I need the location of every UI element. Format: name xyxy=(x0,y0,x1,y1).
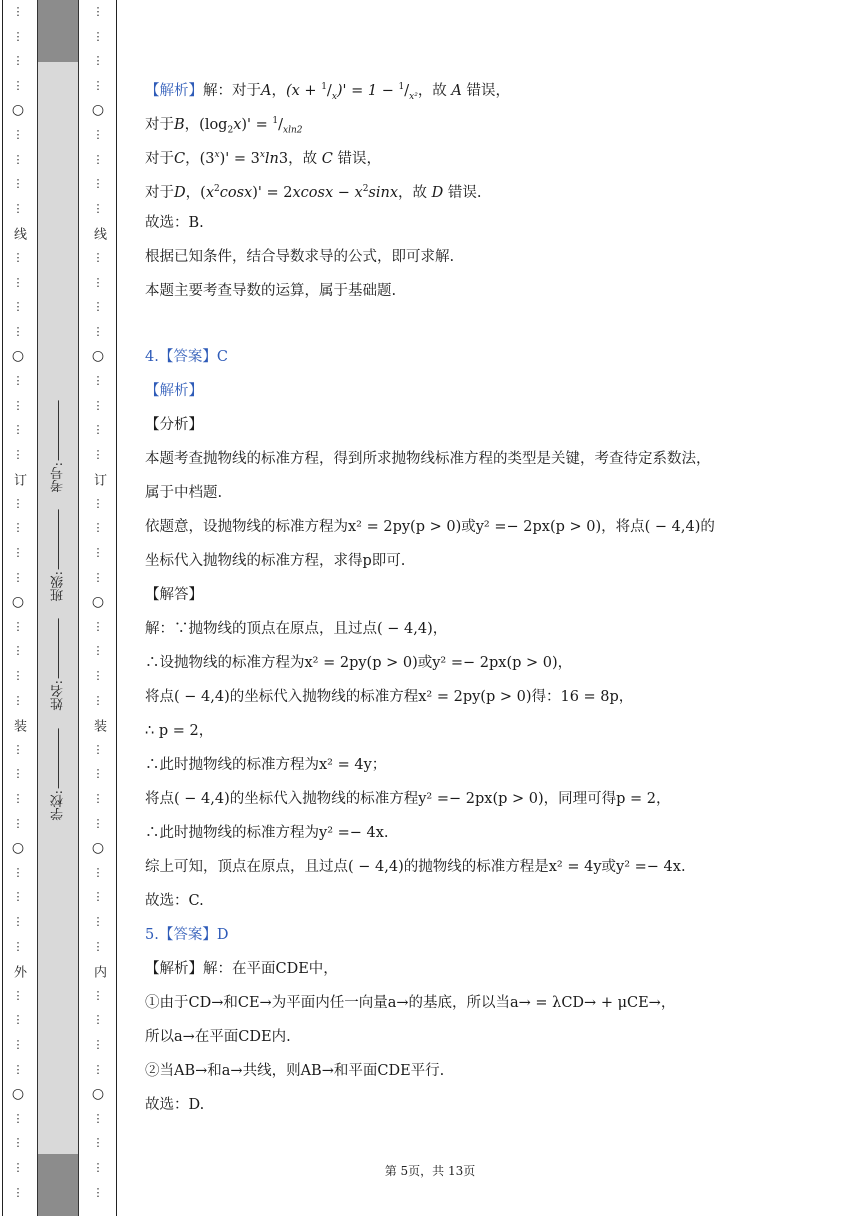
outer-cut-dots: ⋮ xyxy=(12,5,24,18)
inner-cut-dots: ⋮ xyxy=(92,1185,104,1199)
q4-solution-8: 综上可知，顶点在原点，且过点( − 4,4)的抛物线的标准方程是x² = 4y或y² =− 4x. xyxy=(145,859,686,875)
inner-cut-dots: ⋮ xyxy=(92,29,104,43)
outer-cut-label: 线 xyxy=(11,227,26,241)
outer-cut-dots: ⋮ xyxy=(12,865,24,879)
outer-cut-dots: ⋮ xyxy=(12,1160,24,1174)
outer-cut-dots: ⋮ xyxy=(12,250,24,264)
q5-analysis-2: ①由于CD→和CE→为平面内任一向量a→的基底，所以当a→ = λCD→ + μCE→， xyxy=(145,995,676,1011)
inner-cut-dots: ⋮ xyxy=(92,669,104,683)
inner-cut-dots: ⋮ xyxy=(92,496,104,510)
outer-cut-dots: ⋮ xyxy=(12,939,24,953)
inner-cut-dots: ⋮ xyxy=(92,275,104,289)
inner-cut-dots: ⋮ xyxy=(92,767,104,781)
q4-text-1: 本题考查抛物线的标准方程，得到所求抛物线标准方程的类型是关键，考查待定系数法， xyxy=(145,451,711,467)
outer-cut-dots: ⋮ xyxy=(12,78,24,92)
outer-cut-dots: ⋮ xyxy=(12,1037,24,1051)
q4-analysis-tag: 【解析】 xyxy=(145,383,203,399)
outer-cut-dots: ⋮ xyxy=(12,496,24,510)
inner-cut-dots: ⋮ xyxy=(92,792,104,805)
outer-cut-dots: ⋮ xyxy=(12,201,24,215)
student-info-fields xyxy=(48,400,68,820)
outer-cut-dots: ⋮ xyxy=(12,644,24,658)
outer-cut-dots: ⋮ xyxy=(12,792,24,805)
q3-option-d: 对于D，$(x^2\cos x)' = 2xcosx - x^2\sin x$，故 D 错误. xyxy=(145,184,482,201)
outer-cut-dots: ⋮ xyxy=(12,447,24,461)
outer-cut-dots: ⋮ xyxy=(12,177,24,191)
outer-cut-circle-mark: ○ xyxy=(11,594,25,611)
q4-solution-4: ∴ p = 2， xyxy=(145,723,214,739)
inner-cut-dots: ⋮ xyxy=(92,1111,104,1125)
q3-analysis-line xyxy=(145,70,825,104)
q3-choice: 故选：B. xyxy=(145,215,204,231)
inner-cut-dots: ⋮ xyxy=(92,865,104,879)
outer-cut-dots: ⋮ xyxy=(12,1136,24,1150)
inner-cut-label: 装 xyxy=(91,719,106,733)
outer-cut-dots: ⋮ xyxy=(12,816,24,830)
inner-cut-circle-mark: ○ xyxy=(91,840,105,857)
q4-text-3: 依题意，设抛物线的标准方程为x² = 2py(p > 0)或y² =− 2px(p > 0)，将点( − 4,4)的 xyxy=(145,519,715,535)
outer-cut-dots: ⋮ xyxy=(12,324,24,338)
outer-cut-line xyxy=(8,0,28,1216)
inner-cut-dots: ⋮ xyxy=(92,816,104,830)
outer-cut-circle-mark: ○ xyxy=(11,348,25,365)
q4-text-4: 坐标代入抛物线的标准方程，求得p即可. xyxy=(145,553,406,569)
inner-cut-dots: ⋮ xyxy=(92,644,104,658)
inner-cut-dots: ⋮ xyxy=(92,324,104,338)
inner-cut-line xyxy=(88,0,108,1216)
inner-cut-dots: ⋮ xyxy=(92,1037,104,1051)
inner-cut-dots: ⋮ xyxy=(92,423,104,437)
inner-cut-dots: ⋮ xyxy=(92,127,104,141)
outer-cut-circle-mark: ○ xyxy=(11,102,25,119)
outer-cut-circle-mark: ○ xyxy=(11,840,25,857)
q4-solution-3: 将点( − 4,4)的坐标代入抛物线的标准方程x² = 2py(p > 0)得：16 = 8p， xyxy=(145,689,634,705)
inner-cut-dots: ⋮ xyxy=(92,693,104,707)
analysis-tag: 【解析】 xyxy=(145,82,203,99)
outer-cut-dots: ⋮ xyxy=(12,275,24,289)
q4-solution-5: ∴此时抛物线的标准方程为x² = 4y； xyxy=(145,757,387,773)
q3-option-c: 对于C，$(3^x)' = 3^x\ln 3$，故 C 错误， xyxy=(145,150,381,167)
outer-cut-label: 订 xyxy=(11,473,26,487)
q4-solution-2: ∴设抛物线的标准方程为x² = 2py(p > 0)或y² =− 2px(p > 0)， xyxy=(145,655,573,671)
inner-cut-dots: ⋮ xyxy=(92,521,104,535)
outer-cut-dots: ⋮ xyxy=(12,152,24,166)
inner-cut-dots: ⋮ xyxy=(92,177,104,191)
q5-analysis-3: 所以a→在平面CDE内. xyxy=(145,1029,291,1045)
solution-content xyxy=(145,70,825,1122)
inner-cut-dots: ⋮ xyxy=(92,742,104,756)
outer-cut-dots: ⋮ xyxy=(12,423,24,437)
margin-border-right xyxy=(116,0,117,1216)
q3-option-b: 对于B，$(\log_2x)' = ^1/_{xln2}$ xyxy=(145,116,303,136)
outer-cut-dots: ⋮ xyxy=(12,619,24,633)
inner-cut-dots: ⋮ xyxy=(92,398,104,412)
outer-cut-dots: ⋮ xyxy=(12,300,24,314)
inner-cut-dots: ⋮ xyxy=(92,447,104,461)
outer-cut-dots: ⋮ xyxy=(12,546,24,560)
inner-cut-dots: ⋮ xyxy=(92,988,104,1002)
exam-number-field: 考号: xyxy=(49,400,68,492)
q3-method: 根据已知条件，结合导数求导的公式，即可求解. xyxy=(145,249,455,265)
q4-jieda-tag: 【解答】 xyxy=(145,587,203,603)
outer-cut-label: 装 xyxy=(11,719,26,733)
q4-fenxi-tag: 【分析】 xyxy=(145,417,203,433)
inner-cut-dots: ⋮ xyxy=(92,1160,104,1174)
class-field: 班级: xyxy=(49,509,68,601)
outer-cut-dots: ⋮ xyxy=(12,1111,24,1125)
inner-cut-dots: ⋮ xyxy=(92,300,104,314)
band-cap-top xyxy=(38,0,78,62)
outer-cut-dots: ⋮ xyxy=(12,570,24,584)
inner-cut-dots: ⋮ xyxy=(92,890,104,904)
inner-cut-dots: ⋮ xyxy=(92,54,104,68)
q4-solution-1: 解：∵抛物线的顶点在原点，且过点( − 4,4)， xyxy=(145,621,448,637)
inner-cut-dots: ⋮ xyxy=(92,939,104,953)
inner-cut-circle-mark: ○ xyxy=(91,594,105,611)
outer-cut-dots: ⋮ xyxy=(12,29,24,43)
outer-cut-dots: ⋮ xyxy=(12,521,24,535)
outer-cut-dots: ⋮ xyxy=(12,890,24,904)
q5-choice: 故选：D. xyxy=(145,1097,205,1113)
outer-cut-dots: ⋮ xyxy=(12,127,24,141)
inner-cut-dots: ⋮ xyxy=(92,250,104,264)
school-field: 学校: xyxy=(49,728,68,820)
outer-cut-dots: ⋮ xyxy=(12,373,24,387)
inner-cut-label: 线 xyxy=(91,227,106,241)
inner-cut-label: 内 xyxy=(91,964,106,978)
inner-cut-dots: ⋮ xyxy=(92,373,104,387)
outer-cut-dots: ⋮ xyxy=(12,1062,24,1076)
q3-summary: 本题主要考查导数的运算，属于基础题. xyxy=(145,283,397,299)
inner-cut-circle-mark: ○ xyxy=(91,348,105,365)
inner-cut-label: 订 xyxy=(91,473,106,487)
inner-cut-dots: ⋮ xyxy=(92,78,104,92)
q3-option-a: 解：对于A，$(x + ^1/_x)' = 1 - ^1/_{x^2}$，故 A 错误， xyxy=(203,82,511,102)
inner-cut-dots: ⋮ xyxy=(92,914,104,928)
outer-cut-dots: ⋮ xyxy=(12,1185,24,1199)
outer-cut-dots: ⋮ xyxy=(12,1013,24,1027)
q4-solution-6: 将点( − 4,4)的坐标代入抛物线的标准方程y² =− 2px(p > 0)，同理可得p = 2， xyxy=(145,791,671,807)
outer-cut-dots: ⋮ xyxy=(12,767,24,781)
outer-cut-dots: ⋮ xyxy=(12,669,24,683)
outer-cut-dots: ⋮ xyxy=(12,693,24,707)
outer-cut-dots: ⋮ xyxy=(12,54,24,68)
inner-cut-dots: ⋮ xyxy=(92,1062,104,1076)
outer-cut-circle-mark: ○ xyxy=(11,1086,25,1103)
margin-border-left xyxy=(2,0,3,1216)
inner-cut-circle-mark: ○ xyxy=(91,102,105,119)
inner-cut-dots: ⋮ xyxy=(92,152,104,166)
inner-cut-dots: ⋮ xyxy=(92,5,104,18)
q4-answer: 4.【答案】C xyxy=(145,349,228,365)
q4-solution-7: ∴此时抛物线的标准方程为y² =− 4x. xyxy=(145,825,389,841)
inner-cut-dots: ⋮ xyxy=(92,1013,104,1027)
outer-cut-dots: ⋮ xyxy=(12,914,24,928)
q4-text-2: 属于中档题. xyxy=(145,485,223,501)
inner-cut-dots: ⋮ xyxy=(92,1136,104,1150)
outer-cut-dots: ⋮ xyxy=(12,742,24,756)
outer-cut-label: 外 xyxy=(11,964,26,978)
name-field: 姓名: xyxy=(49,618,68,710)
outer-cut-dots: ⋮ xyxy=(12,398,24,412)
q4-choice: 故选：C. xyxy=(145,893,204,909)
binding-margin xyxy=(0,0,118,1216)
q5-answer: 5.【答案】D xyxy=(145,927,229,943)
inner-cut-dots: ⋮ xyxy=(92,546,104,560)
outer-cut-dots: ⋮ xyxy=(12,988,24,1002)
q5-analysis-4: ②当AB→和a→共线，则AB→和平面CDE平行. xyxy=(145,1063,445,1079)
inner-cut-circle-mark: ○ xyxy=(91,1086,105,1103)
page-footer: 第 5页，共 13页 xyxy=(384,1164,476,1178)
inner-cut-dots: ⋮ xyxy=(92,619,104,633)
inner-cut-dots: ⋮ xyxy=(92,201,104,215)
inner-cut-dots: ⋮ xyxy=(92,570,104,584)
q5-analysis-1: 【解析】解：在平面CDE中， xyxy=(145,961,338,977)
